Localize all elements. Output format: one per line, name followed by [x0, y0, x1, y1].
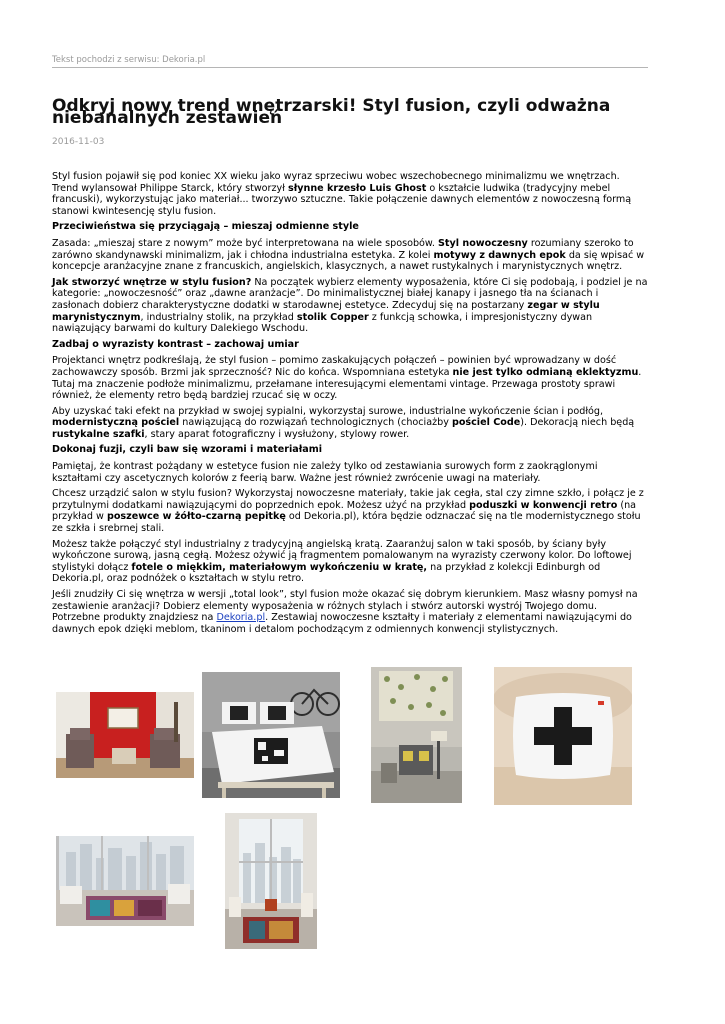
- article-title: Odkryj nowy trend wnętrzarski! Styl fusion, czyli odważna niebanalnych zestawień: [52, 96, 611, 128]
- bold-phrase: pościel Code: [451, 417, 521, 429]
- text-run: (na przykład w: [52, 499, 637, 523]
- bold-phrase: poduszki w konwencji retro: [469, 499, 618, 511]
- text-run: od Dekoria.pl), która będzie odznaczać się na tle modernistycznego stołu ze szkła i srebrnej stali.: [52, 511, 641, 535]
- section-heading: Przeciwieństwa się przyciągają – mieszaj odmienne style: [52, 221, 359, 233]
- text-run: . Tutaj ma znaczenie podłoże minimalizmu, przełamane interesującymi elementami vintage. Przewaga prostoty sprawi również, że elementy retro będą bardziej rzucać się w oczy.: [52, 366, 642, 402]
- text-run: Zasada: „mieszaj stare z nowym” może być interpretowana na wiele sposobów.: [52, 237, 438, 249]
- bold-phrase: Styl nowoczesny: [437, 237, 528, 249]
- text-run: Chcesz urządzić salon w stylu fusion? Wykorzystaj nowoczesne materiały, takie jak cegła, stal czy zimne szkło, i połącz je z przytulnymi dodatkami nawiązującymi do poprzednich epok. Możesz użyć na przykład: [52, 488, 644, 511]
- text-run: o kształcie ludwika (tradycyjny mebel francuski), wykorzystując jako materiał... tworzywo sztuczne. Takie połączenie dawnych elementów z nowoczesną formą stanowi kwintesencję stylu fusion.: [52, 182, 632, 217]
- header-divider: [52, 67, 648, 68]
- text-run: z funkcją schowka, i impresjonistyczny dywan nawiązujący barwami do kultury Dalekiego Wschodu.: [52, 311, 593, 335]
- bold-phrase: motywy z dawnych epok: [433, 249, 566, 261]
- dekoria-link[interactable]: Dekoria.pl: [216, 612, 266, 624]
- photo-qr-code-bedding: [202, 672, 340, 798]
- photo-red-wall-armchairs: [56, 692, 194, 778]
- text-run: Pamiętaj, że kontrast pożądany w estetyce fusion nie zależy tylko od zestawiania surowych form z zaokrąglonymi kształtami czy ascetycznych kolorów z feerią barw. Ważne jest również zwrócenie uwagi na materiały.: [52, 461, 598, 484]
- text-run: Na początek wybierz elementy wyposażenia, które Ci się podobają, i podziel je na kategorie: „nowoczesność” oraz „dawne aranżacje”. Do minimalistycznej białej kanapy i jasnego tła na ścianach i zasłonach dobierz charakterystyczne dodatki w starodawnej estetyce. Zdecyduj się na postarzany: [52, 276, 648, 311]
- paragraph: [52, 461, 648, 484]
- photo-city-view-living-room: [56, 836, 194, 926]
- text-run: Aby uzyskać taki efekt na przykład w swojej sypialni, wykorzystaj surowe, industrialne wykończenie ścian i podłóg,: [52, 405, 604, 417]
- text-run: Jeśli znudziły Ci się wnętrza w wersji „total look”, styl fusion może okazać się dobrym kierunkiem. Masz własny pomysł na zestawienie aranżacji? Dobierz elementy wyposażenia w różnych stylach i stwórz autorski wystrój Twojego domu. Potrzebne produkty znajdziesz na: [52, 589, 638, 624]
- text-run: Styl fusion pojawił się pod koniec XX wieku jako wyraz sprzeciwu wobec wszechobecnego minimalizmu we wnętrzach. Trend wylansował Philippe Starck, który stworzył: [52, 171, 620, 194]
- bold-phrase: rustykalne szafki: [52, 428, 145, 440]
- paragraph: [52, 488, 648, 534]
- source-note: Tekst pochodzi z serwisu: Dekoria.pl: [52, 55, 206, 65]
- text-run: ). Dekoracją niech będą: [520, 417, 635, 429]
- text-run: na przykład z kolekcji Edinburgh od Dekoria.pl, oraz podnóżek o kształtach w stylu retro.: [52, 561, 601, 585]
- text-run: rozumiany szeroko to zarówno skandynawski minimalizm, jak i chłodna industrialna estetyka. Z kolei: [52, 237, 634, 261]
- photo-black-cross-pillow: [494, 667, 632, 805]
- paragraph: [52, 238, 648, 273]
- bold-phrase: Jak stworzyć wnętrze w stylu fusion?: [52, 276, 252, 288]
- text-run: da się wpisać w koncepcje aranżacyjne znane z francuskich, angielskich, klasycznych, a nawet rustykalnych i marynistycznych wnętrz.: [52, 249, 645, 273]
- text-run: Możesz także połączyć styl industrialny z tradycyjną angielską kratą. Zaaranżuj salon w taki sposób, by ściany były wykończone surową, jasną cegłą. Możesz ożywić ją fragmentem pomalowanym na wyrazisty czerwony kolor. Do loftowej stylistyki dołącz: [52, 538, 632, 573]
- text-run: nawiązującą do rozwiązań technologicznych (chociażby: [179, 417, 452, 429]
- text-run: , stary aparat fotograficzny i wysłużony, stylowy rower.: [144, 428, 410, 440]
- bold-phrase: poszewce w żółto-czarną pepitkę: [106, 511, 286, 523]
- bold-phrase: stolik Copper: [296, 311, 369, 323]
- text-run: , industrialny stolik, na przykład: [140, 311, 297, 323]
- photo-tall-window-living-room: [225, 813, 317, 949]
- paragraph: [52, 539, 648, 585]
- bold-phrase: modernistyczną pościel: [52, 417, 180, 429]
- bold-phrase: nie jest tylko odmianą eklektyzmu: [452, 366, 639, 378]
- paragraph: [52, 171, 648, 217]
- article-date: 2016-11-03: [52, 137, 105, 147]
- paragraph: [52, 406, 648, 441]
- bold-phrase: słynne krzesło Luis Ghost: [287, 182, 427, 194]
- section-heading: Dokonaj fuzji, czyli baw się wzorami i materiałami: [52, 444, 323, 456]
- section-heading: Zadbaj o wyrazisty kontrast – zachowaj umiar: [52, 338, 299, 350]
- paragraph: [52, 355, 648, 401]
- article-body: [52, 171, 648, 639]
- text-run: . Zestawiaj nowoczesne kształty i materiały z elementami nawiązującymi do dawnych epok dzięki meblom, tkaninom i detalom pochodzącym z odmiennych konwencji stylistycznych.: [52, 612, 632, 635]
- paragraph: [52, 277, 648, 335]
- text-run: Projektanci wnętrz podkreślają, że styl fusion – pomimo zaskakujących połączeń – powinien być wprowadzany w dość zachowawczy sposób. Brzmi jak sprzeczność? Nic do końca. Wspomniana estetyka: [52, 355, 617, 378]
- bold-phrase: fotele o miękkim, materiałowym wykończeniu w kratę,: [131, 561, 428, 573]
- bold-phrase: zegar w stylu marynistycznym: [52, 299, 600, 323]
- photo-patterned-curtain-room: [371, 667, 462, 803]
- paragraph: [52, 589, 648, 635]
